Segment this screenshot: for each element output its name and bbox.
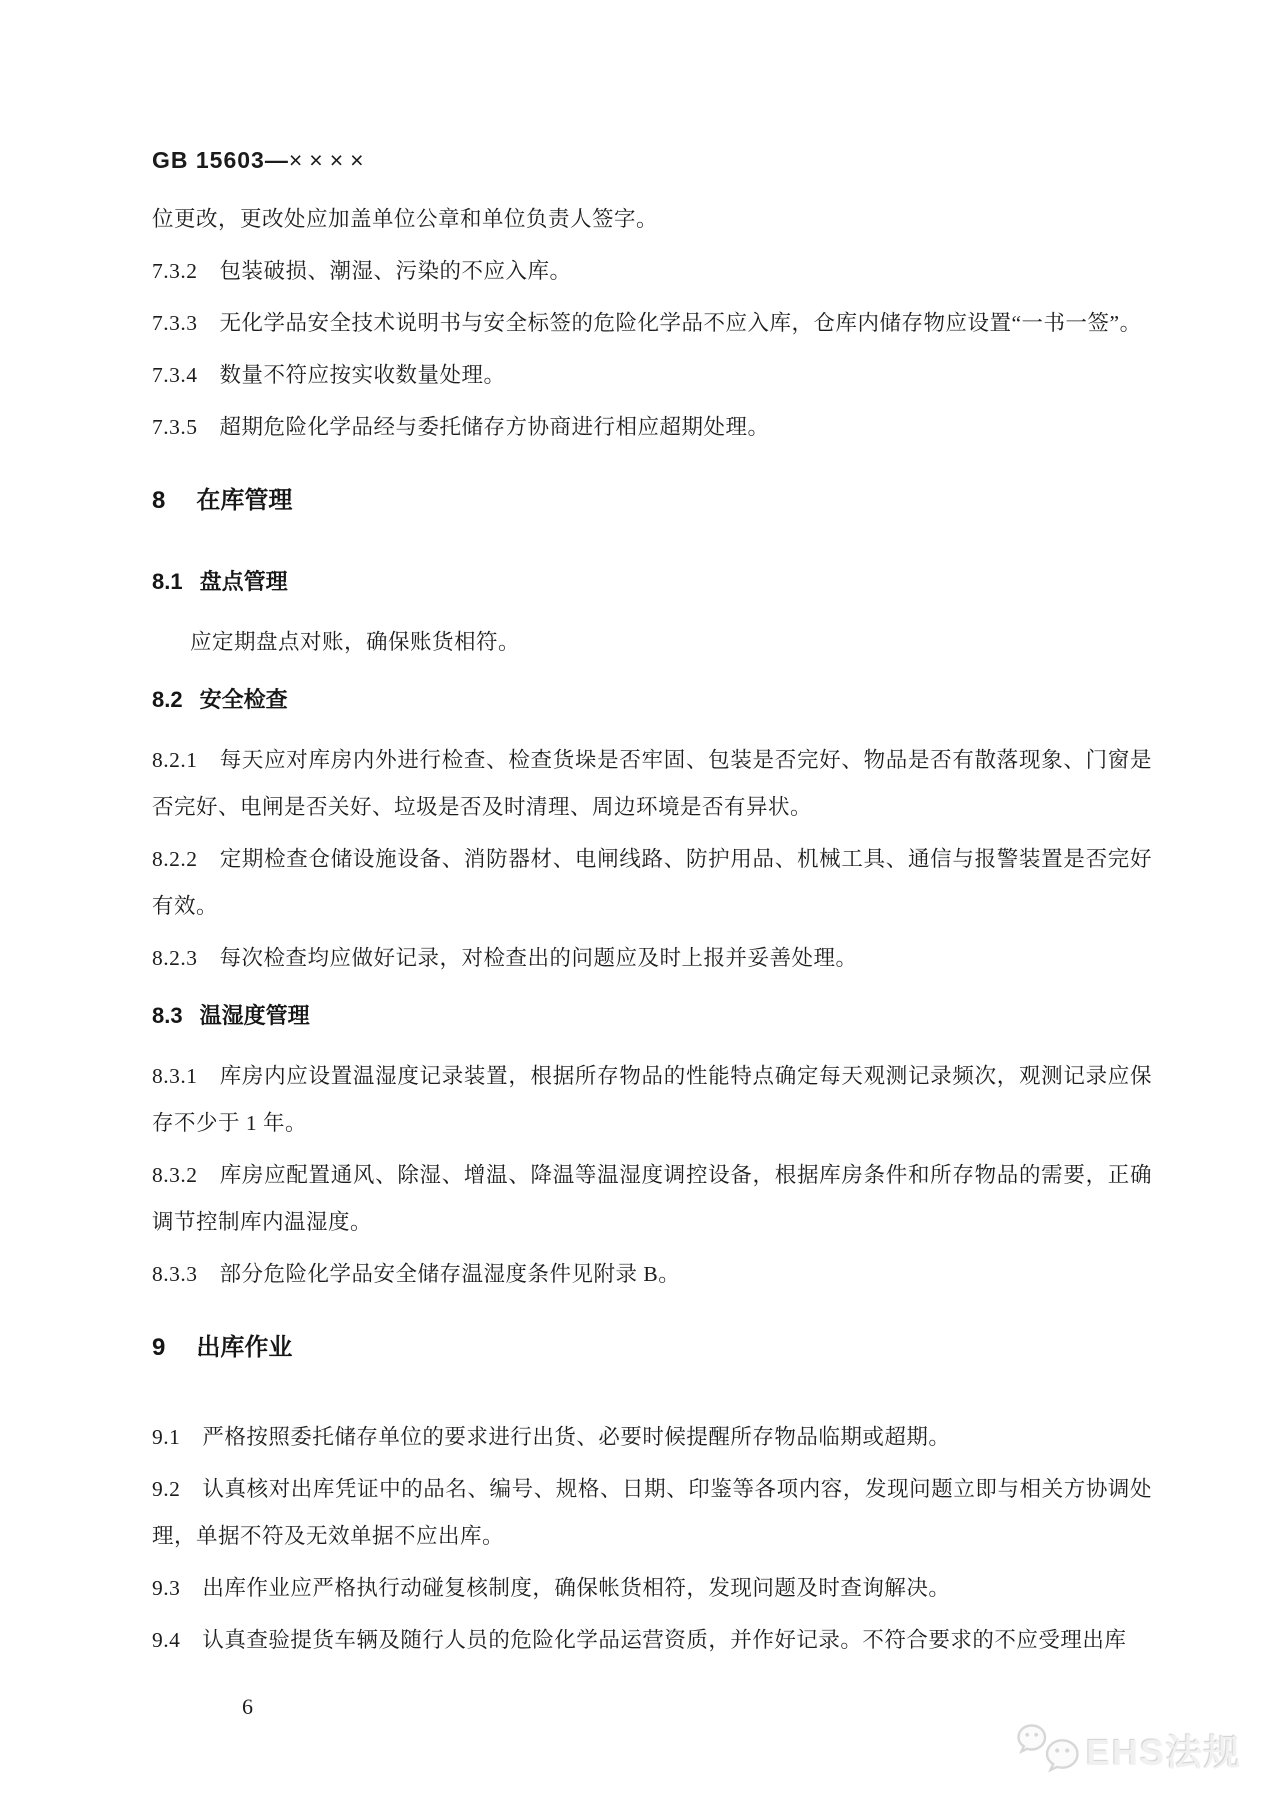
- clause-8-3-3: [152, 1251, 1152, 1298]
- clause-number: 8.3.3: [152, 1262, 198, 1286]
- section-heading-9: [152, 1333, 1152, 1363]
- clause-number: 8.2.3: [152, 946, 198, 970]
- clause-text: 认真核对出库凭证中的品名、编号、规格、日期、印鉴等各项内容，发现问题立即与相关方协调处理，单据不符及无效单据不应出库。: [152, 1477, 1152, 1548]
- wechat-icon: [1017, 1724, 1079, 1776]
- paragraph-continuation: [152, 196, 1152, 243]
- clause-number: 7.3.2: [152, 259, 198, 283]
- clause-8-2-2: [152, 836, 1152, 930]
- clause-7-3-2: [152, 248, 1152, 295]
- clause-text: 出库作业应严格执行动碰复核制度，确保帐货相符，发现问题及时查询解决。: [202, 1576, 951, 1600]
- clause-number: 8.3.2: [152, 1163, 198, 1187]
- document-body: [152, 147, 1152, 1669]
- subsection-title: 盘点管理: [199, 569, 288, 594]
- clause-number: 7.3.3: [152, 311, 198, 335]
- clause-9-4: [152, 1617, 1152, 1664]
- clause-number: 9.3: [152, 1576, 181, 1600]
- clause-number: 9.4: [152, 1628, 181, 1652]
- section-number: 8: [152, 487, 166, 514]
- section-number: 9: [152, 1334, 166, 1361]
- clause-text: 每天应对库房内外进行检查、检查货垛是否牢固、包装是否完好、物品是否有散落现象、门窗是否完好、电闸是否关好、垃圾是否及时清理、周边环境是否有异状。: [152, 748, 1152, 819]
- clause-number: 8.2.2: [152, 847, 198, 871]
- paragraph-text: 应定期盘点对账，确保账货相符。: [190, 630, 521, 654]
- standard-code-year-placeholder: ××××: [288, 147, 371, 173]
- section-title: 在库管理: [196, 487, 293, 514]
- subsection-number: 8.2: [152, 687, 183, 712]
- clause-text: 超期危险化学品经与委托储存方协商进行相应超期处理。: [219, 415, 770, 439]
- clause-number: 8.3.1: [152, 1064, 198, 1088]
- section-heading-8: [152, 486, 1152, 516]
- standard-code-prefix: GB 15603—: [152, 147, 289, 173]
- subsection-number: 8.3: [152, 1003, 183, 1028]
- clause-number: 9.1: [152, 1425, 181, 1449]
- watermark-text: EHS法规: [1085, 1731, 1242, 1773]
- clause-7-3-4: [152, 352, 1152, 399]
- page-number: 6: [242, 1694, 253, 1719]
- clause-text: 数量不符应按实收数量处理。: [219, 363, 506, 387]
- clause-9-2: [152, 1466, 1152, 1560]
- clause-text: 认真查验提货车辆及随行人员的危险化学品运营资质，并作好记录。不符合要求的不应受理出库: [202, 1628, 1127, 1652]
- section-title: 出库作业: [196, 1334, 293, 1361]
- clause-8-3-2: [152, 1152, 1152, 1246]
- clause-text: 部分危险化学品安全储存温湿度条件见附录 B。: [219, 1262, 681, 1286]
- clause-number: 8.2.1: [152, 748, 198, 772]
- subsection-heading-8-2: [152, 685, 1152, 715]
- clause-7-3-5: [152, 404, 1152, 451]
- paragraph-body: [152, 619, 1152, 666]
- clause-number: 9.2: [152, 1477, 181, 1501]
- clause-7-3-3: [152, 300, 1152, 347]
- standard-code: [152, 147, 1152, 173]
- clause-text: 库房应配置通风、除湿、增温、降温等温湿度调控设备，根据库房条件和所存物品的需要，正确调节控制库内温湿度。: [152, 1163, 1152, 1234]
- clause-text: 定期检查仓储设施设备、消防器材、电闸线路、防护用品、机械工具、通信与报警装置是否完好有效。: [152, 847, 1152, 918]
- subsection-number: 8.1: [152, 569, 183, 594]
- subsection-title: 安全检查: [199, 687, 288, 712]
- clause-9-3: [152, 1565, 1152, 1612]
- clause-text: 库房内应设置温湿度记录装置，根据所存物品的性能特点确定每天观测记录频次，观测记录应保存不少于 1 年。: [152, 1064, 1152, 1135]
- clause-text: 严格按照委托储存单位的要求进行出货、必要时候提醒所存物品临期或超期。: [202, 1425, 951, 1449]
- clause-8-2-1: [152, 737, 1152, 831]
- clause-text: 包装破损、潮湿、污染的不应入库。: [219, 259, 572, 283]
- clause-8-2-3: [152, 935, 1152, 982]
- subsection-heading-8-3: [152, 1001, 1152, 1031]
- clause-number: 7.3.4: [152, 363, 198, 387]
- clause-number: 7.3.5: [152, 415, 198, 439]
- subsection-heading-8-1: [152, 567, 1152, 597]
- clause-8-3-1: [152, 1053, 1152, 1147]
- clause-9-1: [152, 1414, 1152, 1461]
- clause-text: 每次检查均应做好记录，对检查出的问题应及时上报并妥善处理。: [219, 946, 858, 970]
- subsection-title: 温湿度管理: [199, 1003, 310, 1028]
- watermark: [1017, 1724, 1242, 1776]
- paragraph-text: 位更改，更改处应加盖单位公章和单位负责人签字。: [152, 207, 659, 231]
- clause-text: 无化学品安全技术说明书与安全标签的危险化学品不应入库，仓库内储存物应设置“一书一签”。: [219, 311, 1142, 335]
